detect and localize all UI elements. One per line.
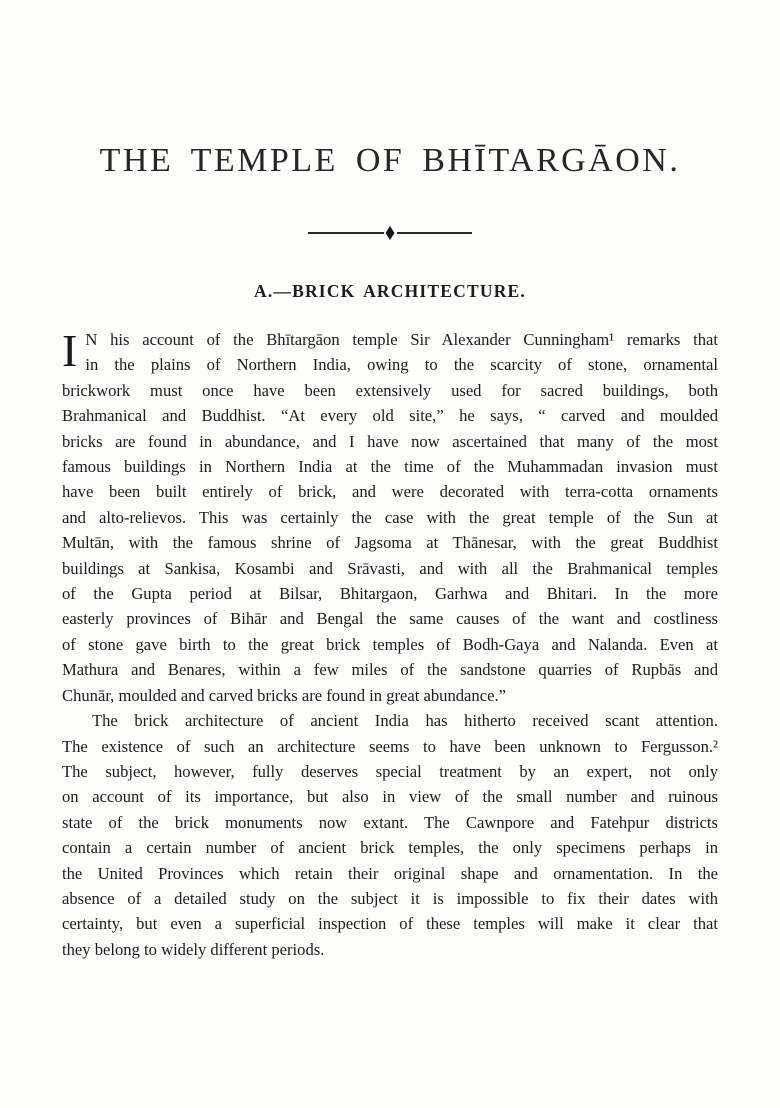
- paragraph-scant-attention: [62, 708, 718, 962]
- page-title: THE TEMPLE OF BHĪTARGĀON.: [99, 142, 681, 179]
- text-line: they belong to widely different periods.: [62, 939, 325, 959]
- text-line: buildings at Sankisa, Kosambi and Srāvasti, and with all the Brahmanical temples: [62, 558, 718, 578]
- text-line: of stone gave birth to the great brick temples of Bodh-Gaya and Nalanda. Even at: [62, 634, 718, 654]
- section-divider: [308, 226, 472, 240]
- text-line: the United Provinces which retain their original shape and ornamentation. In the: [62, 863, 718, 883]
- text-line: Mathura and Benares, within a few miles of the sandstone quarries of Rupbās and: [62, 660, 718, 680]
- divider-rule-right: [397, 232, 473, 234]
- divider-rule-left: [308, 232, 384, 234]
- text-line: The brick architecture of ancient India has hitherto received scant attention.: [92, 711, 718, 731]
- text-line: of the Gupta period at Bilsar, Bhitargaon, Garhwa and Bhitari. In the more: [62, 584, 718, 604]
- text-line: in the plains of Northern India, owing to the scarcity of stone, ornamental: [85, 355, 718, 375]
- text-line: brickwork must once have been extensively used for sacred buildings, both: [62, 380, 718, 400]
- text-line: contain a certain number of ancient brick temples, the only specimens perhaps in: [62, 838, 718, 858]
- text-line: The subject, however, fully deserves special treatment by an expert, not only: [62, 761, 718, 781]
- text-line: The existence of such an architecture seems to have been unknown to Fergusson.²: [62, 736, 718, 756]
- text-line: Multān, with the famous shrine of Jagsoma at Thānesar, with the great Buddhist: [62, 533, 718, 553]
- text-line: state of the brick monuments now extant. The Cawnpore and Fatehpur districts: [62, 812, 718, 832]
- text-line: Brahmanical and Buddhist. “At every old site,” he says, “ carved and moulded: [62, 406, 718, 426]
- body-text: [62, 327, 718, 962]
- paragraph-brick-architecture-quote: [62, 327, 718, 708]
- text-line: and alto-relievos. This was certainly the case with the great temple of the Sun at: [62, 507, 718, 527]
- drop-cap: I: [62, 325, 78, 376]
- text-line: certainty, but even a superficial inspection of these temples will make it clear that: [62, 914, 718, 934]
- text-line: N his account of the Bhītargāon temple Sir Alexander Cunningham¹ remarks that: [85, 330, 718, 349]
- text-line: Chunār, moulded and carved bricks are found in great abundance.”: [62, 685, 506, 705]
- text-line: bricks are found in abundance, and I have now ascertained that many of the most: [62, 431, 718, 451]
- text-line: absence of a detailed study on the subject it is impossible to fix their dates with: [62, 888, 718, 908]
- text-line: have been built entirely of brick, and were decorated with terra-cotta ornaments: [62, 482, 718, 502]
- text-line: on account of its importance, but also in view of the small number and ruinous: [62, 787, 718, 807]
- section-heading: A.—BRICK ARCHITECTURE.: [253, 281, 526, 301]
- text-line: famous buildings in Northern India at the time of the Muhammadan invasion must: [62, 457, 718, 477]
- diamond-ornament-icon: [386, 226, 395, 240]
- text-line: easterly provinces of Bihār and Bengal the same causes of the want and costliness: [62, 609, 718, 629]
